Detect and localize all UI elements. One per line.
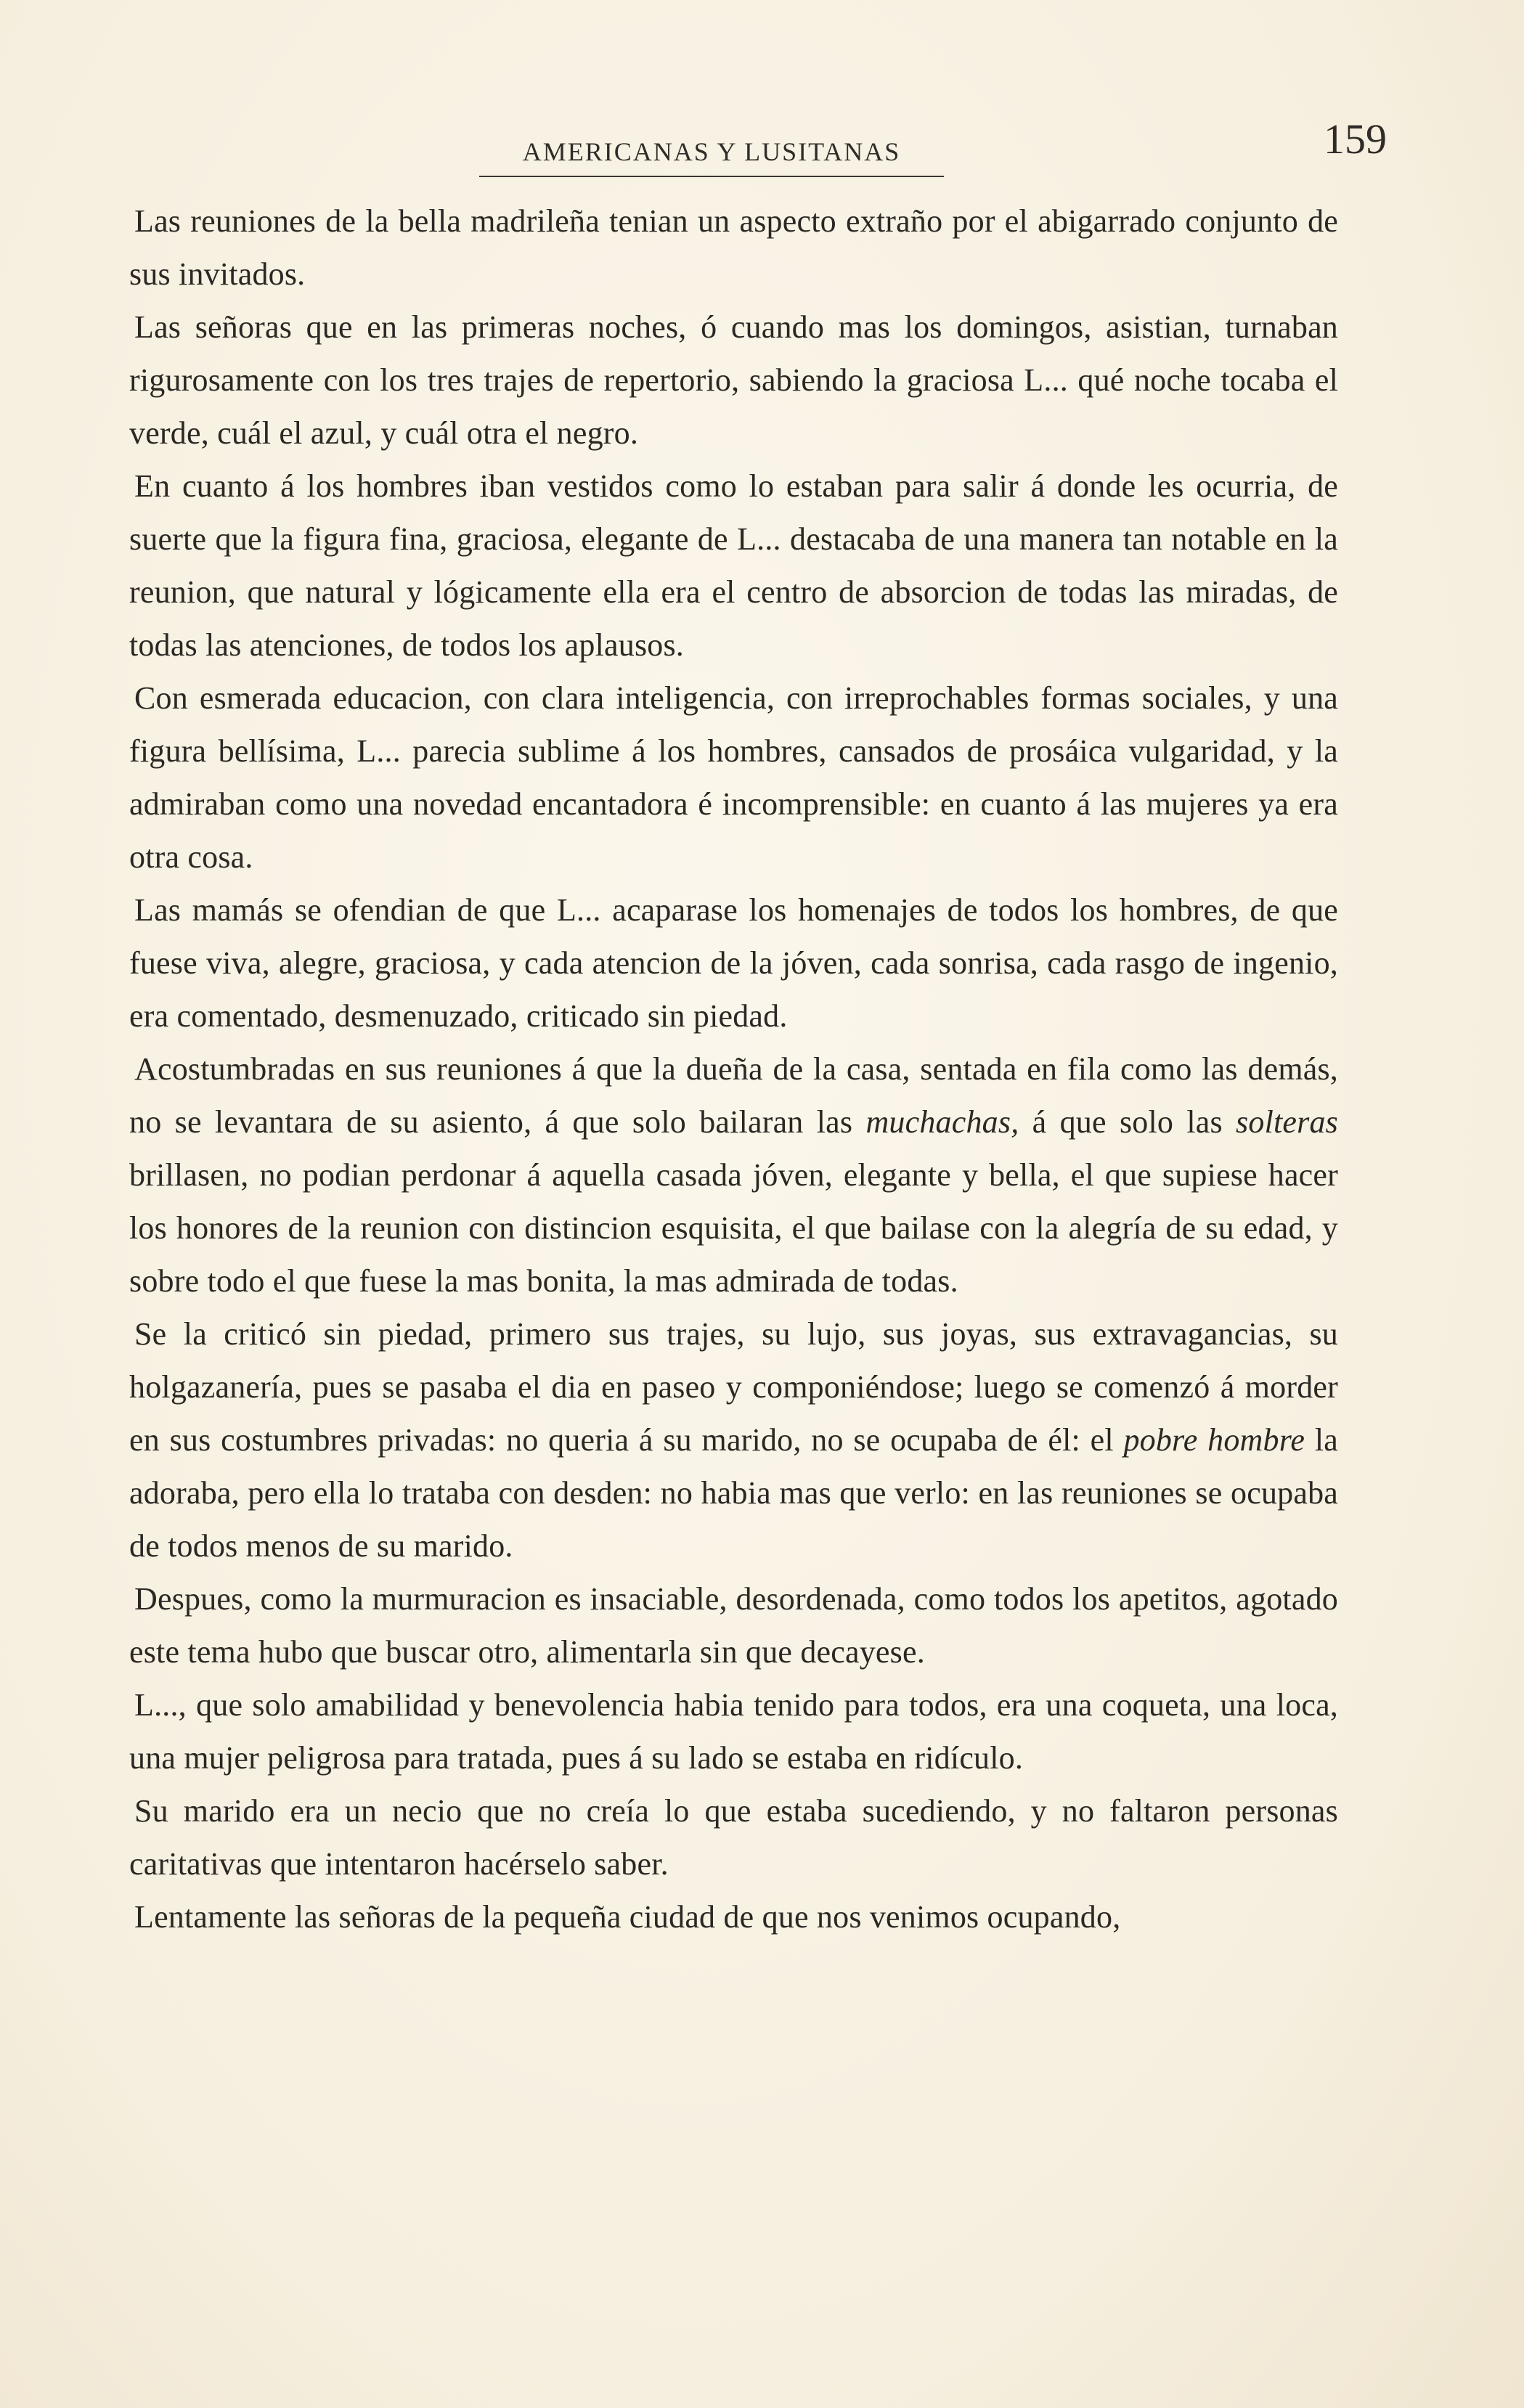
page-number: 159 [1324,115,1387,163]
paragraph-4: Con esmerada educacion, con clara inteligencia, con irreprochables formas sociales, y una figura bellísima, L... parecia sublime á los hombres, cansados de prosáica vulgaridad, y la admiraban como una novedad encantadora é incomprensible: en cuanto á las mujeres ya era otra cosa. [129,680,1338,875]
paragraph-5: Las mamás se ofendian de que L... acaparase los homenajes de todos los hombres, de que fuese viva, alegre, graciosa, y cada atencion de la jóven, cada sonrisa, cada rasgo de ingenio, era comentado, desmenuzado, criticado sin piedad. [129,892,1338,1034]
page-header [479,109,1387,181]
paragraph-7-italic-pobre-hombre: pobre hombre [1123,1422,1305,1458]
paragraph-6-text-c: brillasen, no podian perdonar á aquella casada jóven, elegante y bella, el que supiese hacer los honores de la reunion con distincion esquisita, el que bailase con la alegría de su edad, y sobre todo el que fuese la mas bonita, la mas admirada de todas. [129,1157,1338,1299]
paragraph-9: L..., que solo amabilidad y benevolencia habia tenido para todos, era una coqueta, una loca, una mujer peligrosa para tratada, pues á su lado se estaba en ridículo. [129,1687,1338,1776]
paragraph-6-text-a: Acostumbradas en sus reuniones á que la dueña de la casa, sentada en fila como las demás, no se levantara de su asiento, á que solo bailaran las [129,1051,1338,1140]
body-text [129,195,1338,1943]
paragraph-7-text-a: Se la criticó sin piedad, primero sus trajes, su lujo, sus joyas, sus extravagancias, su holgazanería, pues se pasaba el dia en paseo y componiéndose; luego se comenzó á morder en sus costumbres privadas: no queria á su marido, no se ocupaba de él: el [129,1316,1338,1458]
paragraph-6-text-b: á que solo las [1019,1104,1236,1140]
running-title: AMERICANAS Y LUSITANAS [522,137,901,166]
paragraph-11: Lentamente las señoras de la pequeña ciudad de que nos venimos ocupando, [134,1899,1121,1935]
paragraph-7 [129,1307,1338,1572]
paragraph-6 [129,1042,1338,1307]
paragraph-3: En cuanto á los hombres iban vestidos como lo estaban para salir á donde les ocurria, de suerte que la figura fina, graciosa, elegante de L... destacaba de una manera tan notable en la reunion, que natural y lógicamente ella era el centro de absorcion de todas las miradas, de todas las atenciones, de todos los aplausos. [129,468,1338,663]
paragraph-8: Despues, como la murmuracion es insaciable, desordenada, como todos los apetitos, agotado este tema hubo que buscar otro, alimentarla sin que decayese. [129,1581,1338,1670]
paragraph-6-italic-solteras: solteras [1236,1104,1338,1140]
paragraph-7-text-b: la adoraba, pero ella lo trataba con desden: no habia mas que verlo: en las reuniones se ocupaba de todos menos de su marido. [129,1422,1338,1564]
header-rule [479,176,944,177]
paragraph-2: Las señoras que en las primeras noches, ó cuando mas los domingos, asistian, turnaban rigurosamente con los tres trajes de repertorio, sabiendo la graciosa L... qué noche tocaba el verde, cuál el azul, y cuál otra el negro. [129,309,1338,451]
paragraph-6-italic-muchachas: muchachas, [865,1104,1019,1140]
paragraph-1: Las reuniones de la bella madrileña tenian un aspecto extraño por el abigarrado conjunto de sus invitados. [129,203,1338,292]
paragraph-10: Su marido era un necio que no creía lo que estaba sucediendo, y no faltaron personas caritativas que intentaron hacérselo saber. [129,1793,1338,1882]
